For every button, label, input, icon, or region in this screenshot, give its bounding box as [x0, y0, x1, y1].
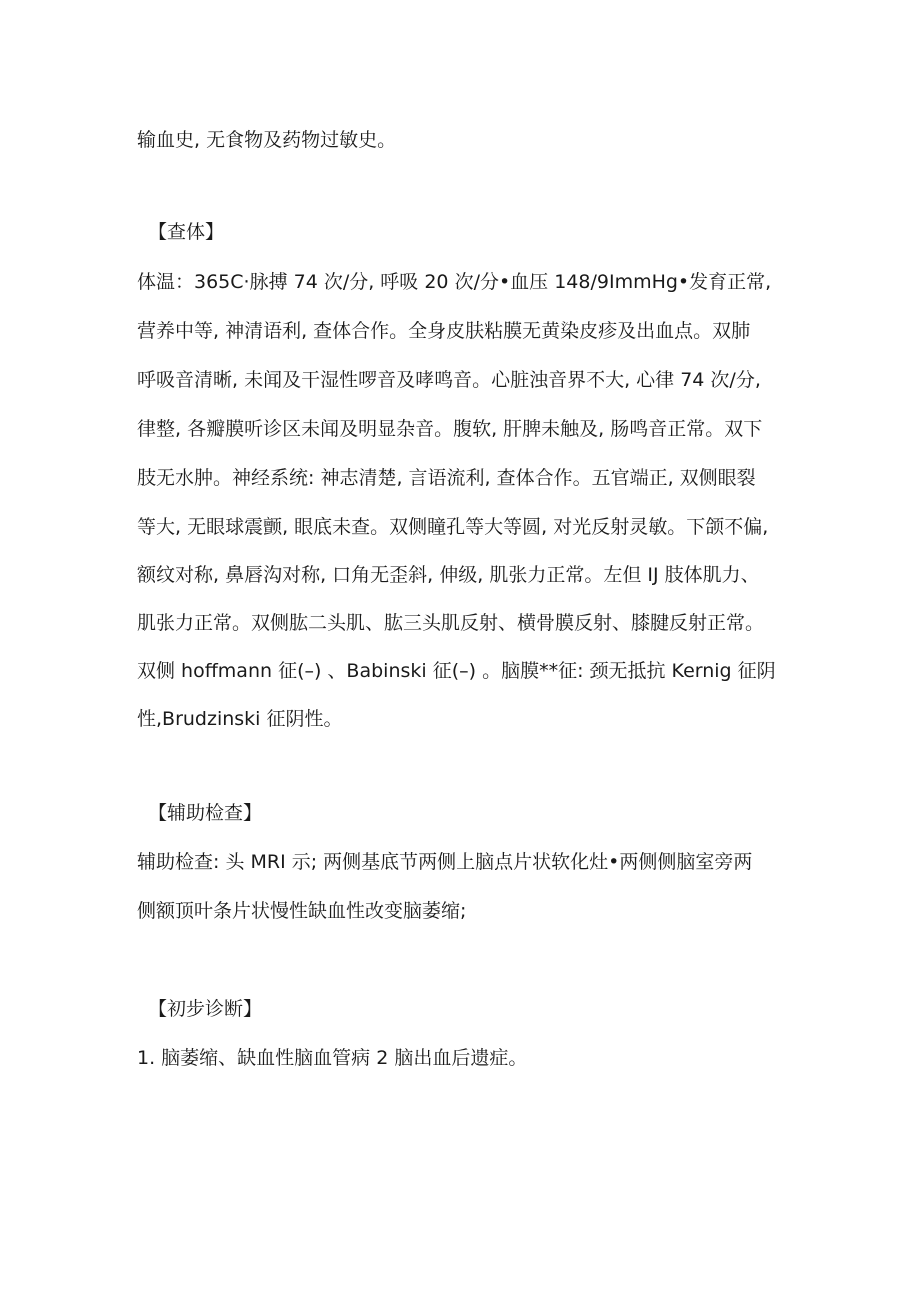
physical-exam-line: 肢无水肿。神经系统: 神志清楚, 言语流利, 查体合作。五官端正, 双侧眼裂	[137, 467, 756, 489]
history-line: 输血史, 无食物及药物过敏史。	[137, 129, 397, 151]
physical-exam-line: 律整, 各瓣膜听诊区未闻及明显杂音。腹软, 肝脾未触及, 肠鸣音正常。双下	[137, 418, 763, 440]
physical-exam-line: 体温：365C·脉搏 74 次/分, 呼吸 20 次/分•血压 148/9ImmHg•发育正常,	[137, 271, 772, 293]
physical-exam-heading: 【查体】	[148, 221, 225, 243]
physical-exam-line: 呼吸音清晰, 未闻及干湿性啰音及哮鸣音。心脏浊音界不大, 心律 74 次/分,	[137, 369, 761, 391]
auxiliary-exam-line: 辅助检查: 头 MRI 示; 两侧基底节两侧上脑点片状软化灶•两侧侧脑室旁两	[137, 851, 753, 873]
physical-exam-line: 双侧 hoffmann 征(–) 、Babinski 征(–) 。脑膜**征: 颈无抵抗 Kernig 征阴	[137, 660, 776, 682]
diagnosis-line: 1. 脑萎缩、缺血性脑血管病 2 脑出血后遗症。	[137, 1047, 528, 1069]
physical-exam-line: 肌张力正常。双侧肱二头肌、肱三头肌反射、横骨膜反射、膝腱反射正常。	[137, 612, 765, 634]
physical-exam-line: 等大, 无眼球震颤, 眼底未查。双侧瞳孔等大等圆, 对光反射灵敏。下颌不偏,	[137, 516, 769, 538]
physical-exam-line: 额纹对称, 鼻唇沟对称, 口角无歪斜, 伸级, 肌张力正常。左但 IJ 肢体肌力、	[137, 564, 760, 586]
physical-exam-line: 营养中等, 神清语利, 查体合作。全身皮肤粘膜无黄染皮疹及出血点。双肺	[137, 320, 751, 342]
diagnosis-heading: 【初步诊断】	[148, 998, 263, 1020]
auxiliary-exam-line: 侧额顶叶条片状慢性缺血性改变脑萎缩;	[137, 900, 467, 922]
auxiliary-exam-heading: 【辅助检查】	[148, 802, 263, 824]
physical-exam-line: 性,Brudzinski 征阴性。	[137, 708, 343, 730]
